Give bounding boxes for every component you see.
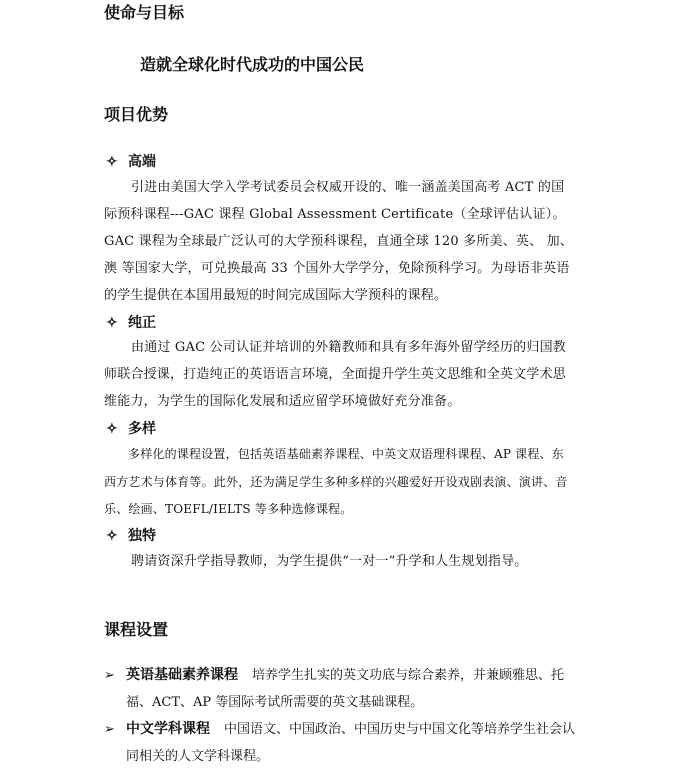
- advantage-title: 高端: [128, 154, 156, 170]
- arrow-bullet-icon: ➢: [104, 722, 115, 737]
- arrow-bullet-icon: ➢: [104, 668, 115, 683]
- mission-heading: 使命与目标: [104, 3, 185, 22]
- mission-statement: 造就全球化时代成功的中国公民: [140, 55, 365, 74]
- diamond-bullet-icon: ✧: [106, 154, 118, 170]
- course-name: 英语基础素养课程: [126, 667, 238, 683]
- diamond-bullet-icon: ✧: [106, 528, 118, 544]
- advantage-item-diverse: [106, 420, 156, 438]
- course-item-english: [104, 662, 580, 716]
- diamond-bullet-icon: ✧: [106, 315, 118, 331]
- advantage-item-authentic: [106, 314, 156, 332]
- advantage-title: 独特: [128, 528, 156, 544]
- advantage-item-unique: [106, 527, 156, 545]
- course-name: 中文学科课程: [126, 721, 210, 737]
- advantage-text: 引进由美国大学入学考试委员会权威开设的、唯一涵盖美国高考 ACT 的国际预科课程---GAC 课程 Global Assessment Certificate（全球评估认证）。GAC 课程为全球最广泛认可的大学预科课程，直通全球 120 多所美、英、 加、 澳 等国家大学，可兑换最高 33 个国外大学学分，免除预科学习。为母语非英语的学生提供在本国用最短的时间完成国际大学预科的课程。: [104, 180, 574, 303]
- diamond-bullet-icon: ✧: [106, 421, 118, 437]
- advantage-text: 多样化的课程设置，包括英语基础素养课程、中英文双语理科课程、AP 课程、东西方艺术与体育等。此外，还为满足学生多种多样的兴趣爱好开设戏剧表演、演讲、音乐、绘画、TOEFL/IELTS 等多种选修课程。: [104, 447, 568, 516]
- curriculum-heading: 课程设置: [104, 620, 169, 639]
- advantage-item-high-end: [106, 153, 156, 171]
- advantage-title: 多样: [128, 421, 156, 437]
- course-item-chinese: [104, 716, 580, 770]
- course-description: 中国语文、中国政治、中国历史与中国文化等培养学生社会认同相关的人文学科课程。: [126, 722, 576, 764]
- advantage-text: 由通过 GAC 公司认证并培训的外籍教师和具有多年海外留学经历的归国教师联合授课，打造纯正的英语语言环境，全面提升学生英文思维和全英文学术思维能力，为学生的国际化发展和适应留学环境做好充分准备。: [104, 340, 567, 409]
- advantages-heading: 项目优势: [104, 105, 169, 124]
- advantage-title: 纯正: [128, 315, 156, 331]
- advantage-text: 聘请资深升学指导教师，为学生提供“一对一”升学和人生规划指导。: [131, 554, 528, 569]
- course-description: 培养学生扎实的英文功底与综合素养，并兼顾雅思、托福、ACT、AP 等国际考试所需要的英文基础课程。: [126, 668, 565, 710]
